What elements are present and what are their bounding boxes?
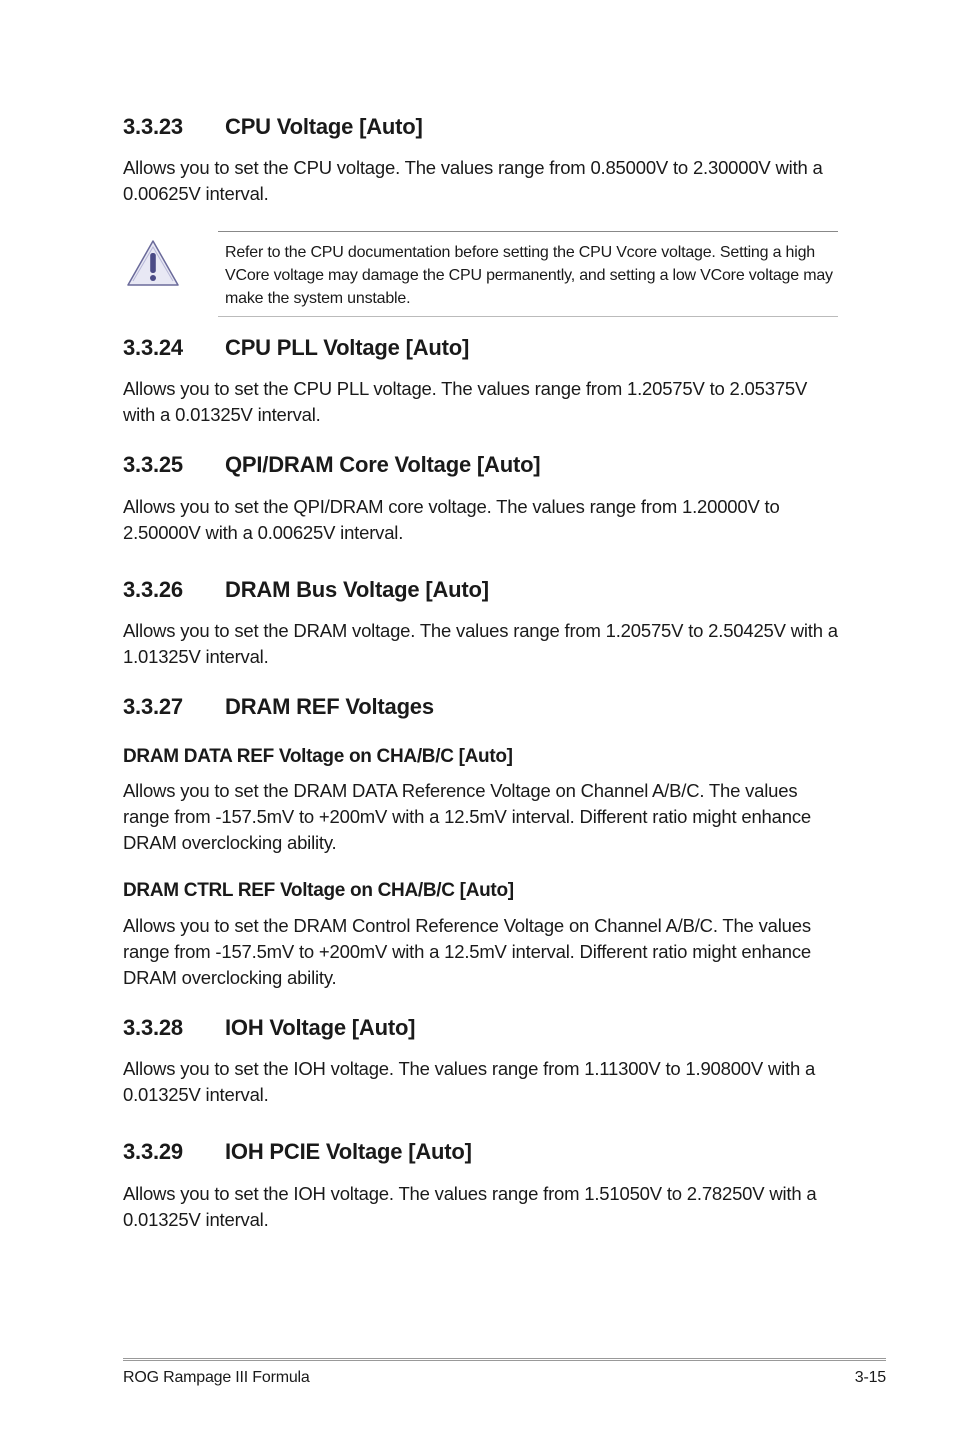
page-number: 3-15 — [854, 1369, 886, 1386]
footer-product-name: ROG Rampage III Formula — [123, 1369, 310, 1386]
section-title: DRAM REF Voltages — [225, 694, 434, 719]
section-number: 3.3.28 — [123, 1015, 183, 1040]
section-body: Allows you to set the CPU voltage. The values range from 0.85000V to 2.30000V with a 0.00625V interval. — [123, 157, 823, 204]
section-body: Allows you to set the QPI/DRAM core voltage. The values range from 1.20000V to 2.50000V with a 0.00625V interval. — [123, 496, 780, 543]
section-title: CPU Voltage [Auto] — [225, 114, 423, 139]
subsection-title-data-ref: DRAM DATA REF Voltage on CHA/B/C [Auto] — [123, 746, 513, 767]
section-number: 3.3.27 — [123, 694, 183, 719]
subsection-title-ctrl-ref: DRAM CTRL REF Voltage on CHA/B/C [Auto] — [123, 880, 514, 901]
subsection-body-ctrl-ref: Allows you to set the DRAM Control Reference Voltage on Channel A/B/C. The values range from -157.5mV to +200mV with a 12.5mV interval. Different ratio might enhance DRAM overclocking ability. — [123, 915, 811, 988]
section-number: 3.3.23 — [123, 114, 183, 139]
section-heading-3-3-25 — [123, 452, 838, 478]
warning-triangle-icon — [125, 237, 181, 289]
section-number: 3.3.25 — [123, 452, 183, 477]
section-title: DRAM Bus Voltage [Auto] — [225, 577, 489, 602]
section-heading-3-3-23 — [123, 114, 838, 140]
section-number: 3.3.29 — [123, 1139, 183, 1164]
section-title: QPI/DRAM Core Voltage [Auto] — [225, 452, 541, 477]
note-bottom-rule — [218, 316, 838, 317]
subsection-body-data-ref: Allows you to set the DRAM DATA Reference Voltage on Channel A/B/C. The values range from -157.5mV to +200mV with a 12.5mV interval. Different ratio might enhance DRAM overclocking ability. — [123, 780, 811, 853]
section-body: Allows you to set the IOH voltage. The values range from 1.11300V to 1.90800V with a 0.01325V interval. — [123, 1058, 816, 1105]
section-heading-3-3-29 — [123, 1139, 838, 1165]
section-title: IOH PCIE Voltage [Auto] — [225, 1139, 472, 1164]
section-title: IOH Voltage [Auto] — [225, 1015, 416, 1040]
section-number: 3.3.26 — [123, 577, 183, 602]
section-heading-3-3-28 — [123, 1015, 838, 1041]
page-footer — [123, 1358, 886, 1387]
section-body: Allows you to set the DRAM voltage. The values range from 1.20575V to 2.50425V with a 1.01325V interval. — [123, 620, 838, 667]
note-top-rule — [218, 231, 838, 232]
section-heading-3-3-24 — [123, 335, 838, 361]
section-number: 3.3.24 — [123, 335, 183, 360]
section-title: CPU PLL Voltage [Auto] — [225, 335, 470, 360]
caution-note — [123, 231, 838, 317]
section-heading-3-3-26 — [123, 577, 838, 603]
section-body: Allows you to set the IOH voltage. The values range from 1.51050V to 2.78250V with a 0.01325V interval. — [123, 1183, 817, 1230]
note-text: Refer to the CPU documentation before setting the CPU Vcore voltage. Setting a high VCore voltage may damage the CPU permanently, and setting a low VCore voltage may make the system unstable. — [225, 244, 833, 307]
section-body: Allows you to set the CPU PLL voltage. The values range from 1.20575V to 2.05375V with a 0.01325V interval. — [123, 378, 808, 425]
footer-rule — [123, 1358, 886, 1361]
section-heading-3-3-27 — [123, 694, 838, 720]
